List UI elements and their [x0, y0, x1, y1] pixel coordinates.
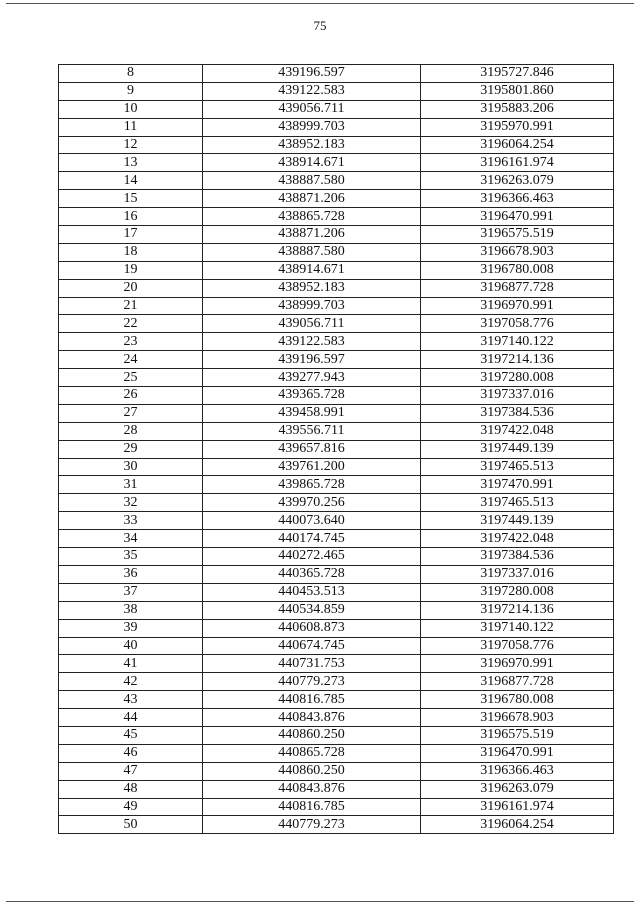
- y-coordinate-cell: 3197422.048: [421, 530, 614, 548]
- y-coordinate-cell: 3197280.008: [421, 369, 614, 387]
- x-coordinate-cell: 440865.728: [203, 744, 421, 762]
- x-coordinate-cell: 439865.728: [203, 476, 421, 494]
- x-coordinate-cell: 439056.711: [203, 100, 421, 118]
- table-row: [59, 744, 614, 762]
- table-row: [59, 601, 614, 619]
- x-coordinate-cell: 440272.465: [203, 548, 421, 566]
- x-coordinate-cell: 440534.859: [203, 601, 421, 619]
- table-row: [59, 172, 614, 190]
- x-coordinate-cell: 439556.711: [203, 422, 421, 440]
- point-number-cell: 43: [59, 691, 203, 709]
- x-coordinate-cell: 439761.200: [203, 458, 421, 476]
- table-row: [59, 136, 614, 154]
- x-coordinate-cell: 438999.703: [203, 297, 421, 315]
- table-row: [59, 422, 614, 440]
- y-coordinate-cell: 3197337.016: [421, 565, 614, 583]
- table-row: [59, 243, 614, 261]
- x-coordinate-cell: 440843.876: [203, 709, 421, 727]
- table-row: [59, 494, 614, 512]
- y-coordinate-cell: 3197058.776: [421, 637, 614, 655]
- x-coordinate-cell: 439365.728: [203, 387, 421, 405]
- y-coordinate-cell: 3195970.991: [421, 118, 614, 136]
- table-row: [59, 512, 614, 530]
- x-coordinate-cell: 439196.597: [203, 65, 421, 83]
- x-coordinate-cell: 439122.583: [203, 82, 421, 100]
- y-coordinate-cell: 3197280.008: [421, 583, 614, 601]
- x-coordinate-cell: 438871.206: [203, 190, 421, 208]
- x-coordinate-cell: 440860.250: [203, 762, 421, 780]
- y-coordinate-cell: 3196263.079: [421, 780, 614, 798]
- point-number-cell: 36: [59, 565, 203, 583]
- table-row: [59, 279, 614, 297]
- point-number-cell: 39: [59, 619, 203, 637]
- y-coordinate-cell: 3197465.513: [421, 458, 614, 476]
- x-coordinate-cell: 440731.753: [203, 655, 421, 673]
- point-number-cell: 29: [59, 440, 203, 458]
- table-row: [59, 351, 614, 369]
- y-coordinate-cell: 3196575.519: [421, 726, 614, 744]
- table-row: [59, 65, 614, 83]
- x-coordinate-cell: 439056.711: [203, 315, 421, 333]
- table-row: [59, 458, 614, 476]
- table-row: [59, 190, 614, 208]
- x-coordinate-cell: 438952.183: [203, 279, 421, 297]
- point-number-cell: 24: [59, 351, 203, 369]
- point-number-cell: 20: [59, 279, 203, 297]
- y-coordinate-cell: 3196470.991: [421, 744, 614, 762]
- point-number-cell: 37: [59, 583, 203, 601]
- y-coordinate-cell: 3196970.991: [421, 655, 614, 673]
- table-row: [59, 226, 614, 244]
- point-number-cell: 28: [59, 422, 203, 440]
- table-row: [59, 118, 614, 136]
- point-number-cell: 50: [59, 816, 203, 834]
- y-coordinate-cell: 3197058.776: [421, 315, 614, 333]
- x-coordinate-cell: 440608.873: [203, 619, 421, 637]
- y-coordinate-cell: 3196970.991: [421, 297, 614, 315]
- y-coordinate-cell: 3196780.008: [421, 691, 614, 709]
- x-coordinate-cell: 440779.273: [203, 816, 421, 834]
- y-coordinate-cell: 3197470.991: [421, 476, 614, 494]
- point-number-cell: 9: [59, 82, 203, 100]
- x-coordinate-cell: 440674.745: [203, 637, 421, 655]
- x-coordinate-cell: 439196.597: [203, 351, 421, 369]
- x-coordinate-cell: 438871.206: [203, 226, 421, 244]
- x-coordinate-cell: 440453.513: [203, 583, 421, 601]
- point-number-cell: 44: [59, 709, 203, 727]
- point-number-cell: 49: [59, 798, 203, 816]
- x-coordinate-cell: 439277.943: [203, 369, 421, 387]
- table-row: [59, 530, 614, 548]
- y-coordinate-cell: 3197422.048: [421, 422, 614, 440]
- point-number-cell: 23: [59, 333, 203, 351]
- y-coordinate-cell: 3196366.463: [421, 762, 614, 780]
- y-coordinate-cell: 3197214.136: [421, 351, 614, 369]
- top-border-line: [6, 3, 634, 4]
- point-number-cell: 16: [59, 208, 203, 226]
- y-coordinate-cell: 3196263.079: [421, 172, 614, 190]
- table-row: [59, 780, 614, 798]
- y-coordinate-cell: 3196877.728: [421, 673, 614, 691]
- x-coordinate-cell: 439657.816: [203, 440, 421, 458]
- x-coordinate-cell: 438952.183: [203, 136, 421, 154]
- y-coordinate-cell: 3196470.991: [421, 208, 614, 226]
- x-coordinate-cell: 438999.703: [203, 118, 421, 136]
- point-number-cell: 15: [59, 190, 203, 208]
- point-number-cell: 18: [59, 243, 203, 261]
- y-coordinate-cell: 3197140.122: [421, 619, 614, 637]
- table-row: [59, 583, 614, 601]
- y-coordinate-cell: 3197465.513: [421, 494, 614, 512]
- point-number-cell: 32: [59, 494, 203, 512]
- table-row: [59, 440, 614, 458]
- point-number-cell: 8: [59, 65, 203, 83]
- point-number-cell: 41: [59, 655, 203, 673]
- table-row: [59, 691, 614, 709]
- point-number-cell: 12: [59, 136, 203, 154]
- y-coordinate-cell: 3196780.008: [421, 261, 614, 279]
- coordinates-table: [58, 64, 614, 834]
- point-number-cell: 27: [59, 404, 203, 422]
- x-coordinate-cell: 439458.991: [203, 404, 421, 422]
- table-row: [59, 261, 614, 279]
- table-row: [59, 154, 614, 172]
- x-coordinate-cell: 438914.671: [203, 261, 421, 279]
- y-coordinate-cell: 3197337.016: [421, 387, 614, 405]
- y-coordinate-cell: 3197384.536: [421, 548, 614, 566]
- point-number-cell: 22: [59, 315, 203, 333]
- y-coordinate-cell: 3196575.519: [421, 226, 614, 244]
- y-coordinate-cell: 3197384.536: [421, 404, 614, 422]
- y-coordinate-cell: 3196877.728: [421, 279, 614, 297]
- table-row: [59, 315, 614, 333]
- table-row: [59, 655, 614, 673]
- table-row: [59, 208, 614, 226]
- table-row: [59, 726, 614, 744]
- table-row: [59, 476, 614, 494]
- x-coordinate-cell: 440816.785: [203, 691, 421, 709]
- point-number-cell: 31: [59, 476, 203, 494]
- x-coordinate-cell: 440779.273: [203, 673, 421, 691]
- table-row: [59, 100, 614, 118]
- table-row: [59, 798, 614, 816]
- point-number-cell: 21: [59, 297, 203, 315]
- y-coordinate-cell: 3197214.136: [421, 601, 614, 619]
- y-coordinate-cell: 3195801.860: [421, 82, 614, 100]
- y-coordinate-cell: 3197140.122: [421, 333, 614, 351]
- point-number-cell: 46: [59, 744, 203, 762]
- x-coordinate-cell: 440843.876: [203, 780, 421, 798]
- y-coordinate-cell: 3197449.139: [421, 440, 614, 458]
- point-number-cell: 45: [59, 726, 203, 744]
- x-coordinate-cell: 440860.250: [203, 726, 421, 744]
- table-row: [59, 333, 614, 351]
- table-row: [59, 297, 614, 315]
- x-coordinate-cell: 438914.671: [203, 154, 421, 172]
- point-number-cell: 25: [59, 369, 203, 387]
- y-coordinate-cell: 3195727.846: [421, 65, 614, 83]
- x-coordinate-cell: 440073.640: [203, 512, 421, 530]
- table-row: [59, 816, 614, 834]
- table-row: [59, 673, 614, 691]
- x-coordinate-cell: 438887.580: [203, 243, 421, 261]
- point-number-cell: 34: [59, 530, 203, 548]
- point-number-cell: 33: [59, 512, 203, 530]
- point-number-cell: 14: [59, 172, 203, 190]
- table-row: [59, 387, 614, 405]
- x-coordinate-cell: 438865.728: [203, 208, 421, 226]
- point-number-cell: 19: [59, 261, 203, 279]
- table-row: [59, 548, 614, 566]
- y-coordinate-cell: 3196678.903: [421, 243, 614, 261]
- y-coordinate-cell: 3196161.974: [421, 798, 614, 816]
- x-coordinate-cell: 438887.580: [203, 172, 421, 190]
- coordinates-table-body: [59, 65, 614, 834]
- x-coordinate-cell: 439122.583: [203, 333, 421, 351]
- point-number-cell: 40: [59, 637, 203, 655]
- table-row: [59, 82, 614, 100]
- point-number-cell: 38: [59, 601, 203, 619]
- table-row: [59, 709, 614, 727]
- y-coordinate-cell: 3196161.974: [421, 154, 614, 172]
- point-number-cell: 47: [59, 762, 203, 780]
- point-number-cell: 10: [59, 100, 203, 118]
- x-coordinate-cell: 439970.256: [203, 494, 421, 512]
- y-coordinate-cell: 3196064.254: [421, 136, 614, 154]
- table-row: [59, 565, 614, 583]
- point-number-cell: 13: [59, 154, 203, 172]
- point-number-cell: 35: [59, 548, 203, 566]
- page-number: 75: [313, 18, 327, 33]
- table-row: [59, 369, 614, 387]
- x-coordinate-cell: 440174.745: [203, 530, 421, 548]
- point-number-cell: 30: [59, 458, 203, 476]
- x-coordinate-cell: 440816.785: [203, 798, 421, 816]
- point-number-cell: 26: [59, 387, 203, 405]
- table-row: [59, 762, 614, 780]
- table-row: [59, 404, 614, 422]
- y-coordinate-cell: 3196366.463: [421, 190, 614, 208]
- point-number-cell: 48: [59, 780, 203, 798]
- table-row: [59, 619, 614, 637]
- x-coordinate-cell: 440365.728: [203, 565, 421, 583]
- point-number-cell: 11: [59, 118, 203, 136]
- point-number-cell: 42: [59, 673, 203, 691]
- y-coordinate-cell: 3195883.206: [421, 100, 614, 118]
- bottom-border-line: [6, 901, 634, 902]
- point-number-cell: 17: [59, 226, 203, 244]
- y-coordinate-cell: 3197449.139: [421, 512, 614, 530]
- y-coordinate-cell: 3196064.254: [421, 816, 614, 834]
- table-row: [59, 637, 614, 655]
- y-coordinate-cell: 3196678.903: [421, 709, 614, 727]
